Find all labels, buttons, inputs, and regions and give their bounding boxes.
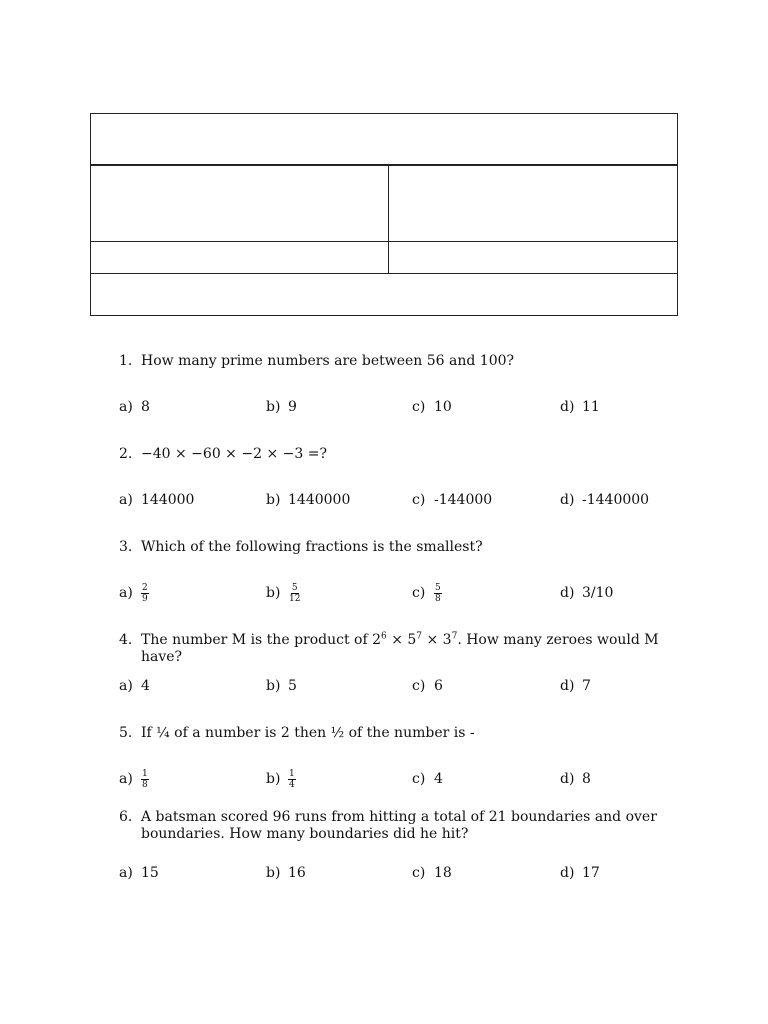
option-value: 1440000: [288, 492, 351, 508]
option-a: a) 15: [119, 865, 159, 881]
option-b: b) $\frac{1}{4}$: [266, 768, 295, 790]
option-c: c) 4: [412, 771, 443, 787]
option-value: 10: [434, 399, 452, 415]
option-c: c) $\frac{5}{8}$: [412, 582, 441, 604]
options-3: [119, 578, 679, 608]
question-text: How many prime numbers are between 56 and 100?: [141, 353, 515, 369]
option-b: b) $\frac{5}{12}$: [266, 582, 301, 604]
question-number: 3.: [119, 539, 133, 555]
question-number: 6.: [119, 809, 133, 825]
option-c: c) 6: [412, 678, 443, 694]
option-d: d) 11: [560, 399, 600, 415]
option-value: 8: [582, 771, 591, 787]
option-a: a) $\frac{1}{8}$: [119, 768, 148, 790]
option-value: 6: [434, 678, 443, 694]
option-value: 15: [141, 865, 159, 881]
header-cell-left-small: [91, 242, 389, 274]
question-text: −40 × −60 × −2 × −3 =?: [141, 446, 327, 462]
options-1: [119, 392, 679, 422]
options-5: [119, 764, 679, 794]
option-d: d) 7: [560, 678, 591, 694]
question-number: 2.: [119, 446, 133, 462]
fraction: $\frac{1}{8}$: [142, 768, 148, 790]
question-text: Which of the following fractions is the smallest?: [141, 539, 483, 555]
option-c: c) 10: [412, 399, 452, 415]
option-d: d) 8: [560, 771, 591, 787]
exponent: 6: [381, 631, 387, 642]
option-a: a) 144000: [119, 492, 195, 508]
option-value: 7: [582, 678, 591, 694]
option-value: -144000: [434, 492, 493, 508]
option-d: d) 3/10: [560, 585, 614, 601]
option-c: c) -144000: [412, 492, 493, 508]
option-value: 17: [582, 865, 600, 881]
options-6: [119, 858, 679, 888]
exponent: 7: [451, 631, 458, 642]
fraction: $\frac{5}{12}$: [289, 582, 301, 604]
option-value: 4: [434, 771, 443, 787]
header-title-cell: [91, 114, 677, 166]
header-cell-right-small: [389, 242, 677, 274]
option-value: 5: [288, 678, 297, 694]
option-value: 4: [141, 678, 150, 694]
question-text: If ¼ of a number is 2 then ½ of the number is -: [141, 725, 475, 741]
header-table: [90, 113, 678, 316]
option-value: 144000: [141, 492, 195, 508]
question-number: 5.: [119, 725, 133, 741]
option-b: b) 9: [266, 399, 297, 415]
option-a: a) 8: [119, 399, 150, 415]
option-c: c) 18: [412, 865, 452, 881]
option-value: 8: [141, 399, 150, 415]
option-b: b) 16: [266, 865, 306, 881]
header-footer-cell: [91, 274, 677, 315]
option-value: 9: [288, 399, 297, 415]
option-value: 18: [434, 865, 452, 881]
exponent: 7: [416, 631, 423, 642]
fraction: $\frac{5}{8}$: [435, 582, 441, 604]
option-d: d) -1440000: [560, 492, 650, 508]
options-2: [119, 485, 679, 515]
option-value: 16: [288, 865, 306, 881]
option-b: b) 5: [266, 678, 297, 694]
option-a: a) $\frac{2}{9}$: [119, 582, 148, 604]
question-number: 4.: [119, 632, 133, 648]
question-text: A batsman scored 96 runs from hitting a total of 21 boundaries and over boundaries. How many boundaries did he hit?: [141, 809, 657, 842]
option-d: d) 17: [560, 865, 600, 881]
option-value: 11: [582, 399, 600, 415]
fraction: $\frac{2}{9}$: [142, 582, 148, 604]
question-number: 1.: [119, 353, 133, 369]
option-value: -1440000: [582, 492, 650, 508]
fraction: $\frac{1}{4}$: [289, 768, 295, 790]
options-4: [119, 671, 679, 701]
option-value: 3/10: [582, 585, 614, 601]
option-b: b) 1440000: [266, 492, 351, 508]
header-cell-left: [91, 166, 389, 242]
header-cell-right: [389, 166, 677, 242]
option-a: a) 4: [119, 678, 150, 694]
question-text: The number M is the product of $2^6 \times 5^7 \times 3^7$. How many zeroes would M have?: [141, 631, 659, 665]
